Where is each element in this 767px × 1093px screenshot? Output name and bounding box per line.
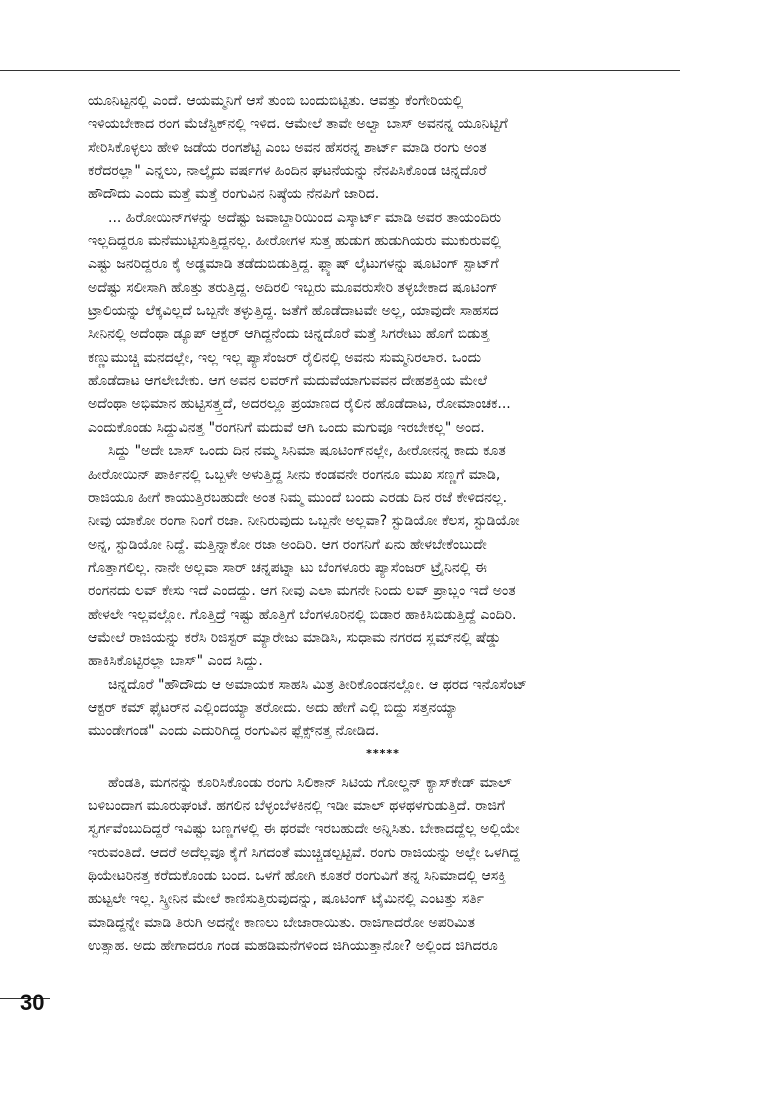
text-line: ಅದೆಷ್ಟು ಸಲೀಸಾಗಿ ಹೊತ್ತು ತರುತ್ತಿದ್ದ. ಅದಿರಲಿ ಇಬ್ಬರು ಮೂವರುಸೇರಿ ತಳ್ಳಬೇಕಾದ ಷೂಟಿಂಗ್ [88,279,499,296]
text-line: ರಂಗನದು ಲವ್ ಕೇಸು ಇದೆ ಎಂದದ್ದು. ಆಗ ನೀವು ಎಲಾ ಮಗನೇ ನಿಂದು ಲವ್ ಪ್ರಾಬ್ಲಂ ಇದೆ ಅಂತ [88,583,516,600]
paragraph-4 [88,674,678,744]
text-line: ಆಕ್ಟರ್ ಕಮ್ ಫೈಟರ್‌ನ ಎಲ್ಲಿಂದಯ್ಯಾ ತರೋದು. ಅದು ಹೇಗೆ ಎಲ್ಲಿ ಬಿದ್ದು ಸತ್ತನಯ್ಯಾ [88,699,459,716]
text-line: ... ಹಿರೋಯಿನ್‌ಗಳನ್ನು ಅದೆಷ್ಟು ಜವಾಬ್ದಾರಿಯಿಂದ ಎಸ್ಕಾರ್ಟ್ ಮಾಡಿ ಅವರ ತಾಯಂದಿರು [108,209,502,226]
text-line: ಹುಟ್ಟಲೇ ಇಲ್ಲ. ಸ್ಕ್ರೀನಿನ ಮೇಲೆ ಕಾಣಿಸುತ್ತಿರುವುದನ್ನು, ಷೂಟಿಂಗ್ ಟೈಮಿನಲ್ಲಿ ಎಂಟತ್ತು ಸರ್ತಿ [88,891,484,908]
text-line: ಥಿಯೇಟರಿನತ್ತ ಕರೆದುಕೊಂಡು ಬಂದ. ಒಳಗೆ ಹೋಗಿ ಕೂತರೆ ರಂಗುವಿಗೆ ತನ್ನ ಸಿನಿಮಾದಲ್ಲಿ ಆಸಕ್ತಿ [88,868,506,884]
text-line: ಸೀನಿನಲ್ಲಿ ಅದೆಂಥಾ ಡ್ಯೂಪ್ ಆಕ್ಟರ್ ಆಗಿದ್ದನೆಂದು ಚಿನ್ನದೊರೆ ಮತ್ತೆ ಸಿಗರೇಟು ಹೊಗೆ ಬಿಡುತ್ತ [88,326,490,343]
text-line: ಸೇರಿಸಿಕೊಳ್ಳಲು ಹೇಳಿ ಜಡೆಯ ರಂಗಶೆಟ್ಟಿ ಎಂಬ ಅವನ ಹೆಸರನ್ನ ಶಾರ್ಟ್ ಮಾಡಿ ರಂಗು ಅಂತ [88,139,487,156]
text-line: ಇರುವಂತಿದೆ. ಆದರೆ ಅದೆಲ್ಲವೂ ಕೈಗೆ ಸಿಗದಂತೆ ಮುಚ್ಚಿಡಲ್ಪಟ್ಟಿವೆ. ರಂಗು ರಾಜಿಯನ್ನು ಅಲ್ಲೇ ಒಳಗಿದ್ದ [88,844,520,861]
text-line: ಹೇಳಲೇ ಇಲ್ಲವಲ್ಲೋ. ಗೊತ್ತಿದ್ರೆ ಇಷ್ಟು ಹೊತ್ತಿಗೆ ಬೆಂಗಳೂರಿನಲ್ಲಿ ಬಿಡಾರ ಹಾಕಿಸಿಬಿಡುತ್ತಿದ್ದೆ ಎಂದಿರಿ. [88,606,517,623]
text-line: ಹೀರೋಯಿನ್ ಪಾರ್ಕಿನಲ್ಲಿ ಒಬ್ಬಳೇ ಅಳುತ್ತಿದ್ದ ಸೀನು ಕಂಡವನೇ ರಂಗನೂ ಮುಖ ಸಣ್ಣಗೆ ಮಾಡಿ, [88,466,501,483]
text-line: ಗೊತ್ತಾಗಲಿಲ್ಲ. ನಾನೇ ಅಲ್ಲವಾ ಸಾರ್ ಚನ್ನಪಟ್ನಾ ಟು ಬೆಂಗಳೂರು ಪ್ಯಾಸೆಂಜರ್ ಟ್ರೈನಿನಲ್ಲಿ ಈ [88,559,487,576]
text-line: ಇಲ್ಲದಿದ್ದರೂ ಮನೆಮುಟ್ಟಿಸುತ್ತಿದ್ದನಲ್ಲ. ಹೀರೋಗಳ ಸುತ್ತ ಹುಡುಗ ಹುಡುಗಿಯರು ಮುಕುರುವಲ್ಲಿ [88,233,501,250]
text-line: ರಾಜಿಯೂ ಹೀಗೆ ಕಾಯುತ್ತಿರಬಹುದೇ ಅಂತ ನಿಮ್ಮ ಮುಂದೆ ಬಂದು ಎರಡು ದಿನ ರಜೆ ಕೇಳಿದನಲ್ಲ. [88,489,508,506]
page-number: 30 [20,990,45,1015]
text-line: ಎಂದುಕೊಂಡು ಸಿದ್ದುವಿನತ್ತ "ರಂಗನಿಗೆ ಮದುವೆ ಆಗಿ ಒಂದು ಮಗುವೂ ಇರಬೇಕಲ್ಲ" ಅಂದ. [88,419,485,436]
text-line: ಮುಂಡೇಗಂಡ" ಎಂದು ಎದುರಿಗಿದ್ದ ರಂಗುವಿನ ಫ್ಲೆಕ್ಸ್‌ನತ್ತ ನೋಡಿದ. [88,723,380,740]
paragraph-5 [88,772,678,959]
text-line: ಸ್ವರ್ಗವೆಂಬುದಿದ್ದರೆ ಇವಿಷ್ಟು ಬಣ್ಣಗಳಲ್ಲಿ ಈ ಥರವೇ ಇರಬಹುದೇ ಅನ್ನಿಸಿತು. ಬೇಕಾದದ್ದೆಲ್ಲ ಅಲ್ಲಿಯೇ [88,821,520,838]
header-rule [0,70,680,71]
text-line: ಇಳಿಯಬೇಕಾದ ರಂಗ ಮೆಜೆಸ್ಟಿಕ್‌ನಲ್ಲಿ ಇಳಿದ. ಆಮೇಲೆ ತಾವೇ ಅಲ್ವಾ ಬಾಸ್ ಅವನನ್ನ ಯೂನಿಟ್ಟಿಗೆ [88,116,508,133]
text-line: ಆಮೇಲೆ ರಾಜಿಯನ್ನು ಕರೆಸಿ ರಿಜಿಸ್ಟರ್ ಮ್ಯಾರೇಜು ಮಾಡಿಸಿ, ಸುಧಾಮ ನಗರದ ಸ್ಲಮ್‌ನಲ್ಲಿ ಷೆಡ್ಡು [88,629,501,646]
text-line: ಹೊಡೆದಾಟ ಆಗಲೇಬೇಕು. ಆಗ ಅವನ ಲವರ್‌ಗೆ ಮದುವೆಯಾಗುವವನ ದೇಹಶಕ್ತಿಯ ಮೇಲೆ [88,373,488,390]
text-line: ಕಣ್ಣುಮುಚ್ಚಿ ಮನದಲ್ಲೇ, ಇಲ್ಲ ಇಲ್ಲ ಪ್ಯಾಸೆಂಜರ್ ರೈಲಿನಲ್ಲಿ ಅವನು ಸುಮ್ಮನಿರಲಾರ. ಒಂದು [88,349,482,366]
text-line: ಕರೆದರಲ್ಲಾ" ಎನ್ನಲು, ನಾಲ್ಕೈದು ವರ್ಷಗಳ ಹಿಂದಿನ ಘಟನೆಯನ್ನು ನೆನಪಿಸಿಕೊಂಡ ಚಿನ್ನದೊರೆ [88,163,487,180]
text-line: ಬಳಿಬಂದಾಗ ಮೂರುಘಂಟೆ. ಹಗಲಿನ ಬೆಳ್ಳಂಬೆಳಕಿನಲ್ಲಿ ಇಡೀ ಮಾಲ್ ಥಳಥಳಗುಡುತ್ತಿದೆ. ರಾಜಿಗೆ [88,797,505,814]
text-line: ಟ್ರಾಲಿಯನ್ನು ಲೆಕ್ಕವಿಲ್ಲದೆ ಒಬ್ಬನೇ ತಳ್ಳುತ್ತಿದ್ದ. ಜತೆಗೆ ಹೊಡೆದಾಟವೇ ಅಲ್ಲ, ಯಾವುದೇ ಸಾಹಸದ [88,303,499,320]
scene-break: ***** [366,746,400,760]
text-line: ಎಷ್ಟು ಜನರಿದ್ದರೂ ಕೈ ಅಡ್ಡಮಾಡಿ ತಡೆದುಬಿಡುತ್ತಿದ್ದ. ಫ್ಲ್ಯಾಷ್ ಲೈಟುಗಳನ್ನು ಷೂಟಿಂಗ್ ಸ್ಪಾಟ್‌ಗೆ [88,256,499,273]
page-body [88,90,678,958]
text-line: ಹೆಂಡತಿ, ಮಗನನ್ನು ಕೂರಿಸಿಕೊಂಡು ರಂಗು ಸಿಲಿಕಾನ್ ಸಿಟಿಯ ಗೋಲ್ಡನ್ ಕ್ಯಾಸ್‌ಕೇಡ್ ಮಾಲ್ [108,774,512,791]
paragraph-2 [88,207,678,440]
paragraph-3 [88,440,678,673]
text-line: ಚಿನ್ನದೊರೆ "ಹೌದೌದು ಆ ಅಮಾಯಕ ಸಾಹಸಿ ಮಿತ್ರ ತೀರಿಕೊಂಡನಲ್ಲೋ. ಆ ಥರದ ಇನೊಸೆಂಟ್ [108,676,527,693]
text-line: ನೀವು ಯಾಕೋ ರಂಗಾ ನಿಂಗೆ ರಜಾ. ನೀನಿರುವುದು ಒಬ್ಬನೇ ಅಲ್ಲವಾ? ಸ್ಟುಡಿಯೋ ಕೆಲಸ, ಸ್ಟುಡಿಯೋ [88,513,520,530]
text-line: ಅನ್ನ, ಸ್ಟುಡಿಯೋ ನಿದ್ದೆ. ಮತ್ತಿನ್ನಾಕೋ ರಜಾ ಅಂದಿರಿ. ಆಗ ರಂಗನಿಗೆ ಏನು ಹೇಳಬೇಕೆಂಬುದೇ [88,536,487,553]
text-line: ಯೂನಿಟ್ಟನಲ್ಲಿ ಎಂದೆ. ಆಯಮ್ಮನಿಗೆ ಆಸೆ ತುಂಬಿ ಬಂದುಬಿಟ್ಟಿತು. ಆವತ್ತು ಕೆಂಗೇರಿಯಲ್ಲಿ [88,93,464,109]
text-line: ಹೌದೌದು ಎಂದು ಮತ್ತೆ ಮತ್ತೆ ರಂಗುವಿನ ನಿಷ್ಠೆಯ ನೆನಪಿಗೆ ಜಾರಿದ. [88,186,380,203]
text-line: ಅದೆಂಥಾ ಅಭಿಮಾನ ಹುಟ್ಟಿಸತ್ತ್ತದೆ, ಅದರಲ್ಲೂ ಪ್ರಯಾಣದ ರೈಲಿನ ಹೊಡೆದಾಟ, ರೋಮಾಂಚಕ... [88,396,511,413]
text-line: ಮಾಡಿದ್ದನ್ನೇ ಮಾಡಿ ತಿರುಗಿ ಅದನ್ನೇ ಕಾಣಲು ಬೇಜಾರಾಯಿತು. ರಾಜಿಗಾದರೋ ಅಪರಿಮಿತ [88,914,475,931]
text-line: ಸಿದ್ದು "ಅದೇ ಬಾಸ್ ಒಂದು ದಿನ ನಮ್ಮ ಸಿನಿಮಾ ಷೂಟಿಂಗ್‌ನಲ್ಲೇ, ಹೀರೋನನ್ನ ಕಾದು ಕೂತ [108,443,506,460]
paragraph-1 [88,90,678,207]
text-line: ಉತ್ಸಾಹ. ಅದು ಹೇಗಾದರೂ ಗಂಡ ಮಹಡಿಮನೆಗಳಿಂದ ಜಿಗಿಯುತ್ತಾನೋ? ಅಲ್ಲಿಂದ ಜಿಗಿದರೂ [88,938,498,955]
text-line: ಹಾಕಿಸಿಕೊಟ್ಟಿರಲ್ಲಾ ಬಾಸ್" ಎಂದ ಸಿದ್ದು. [88,653,263,670]
